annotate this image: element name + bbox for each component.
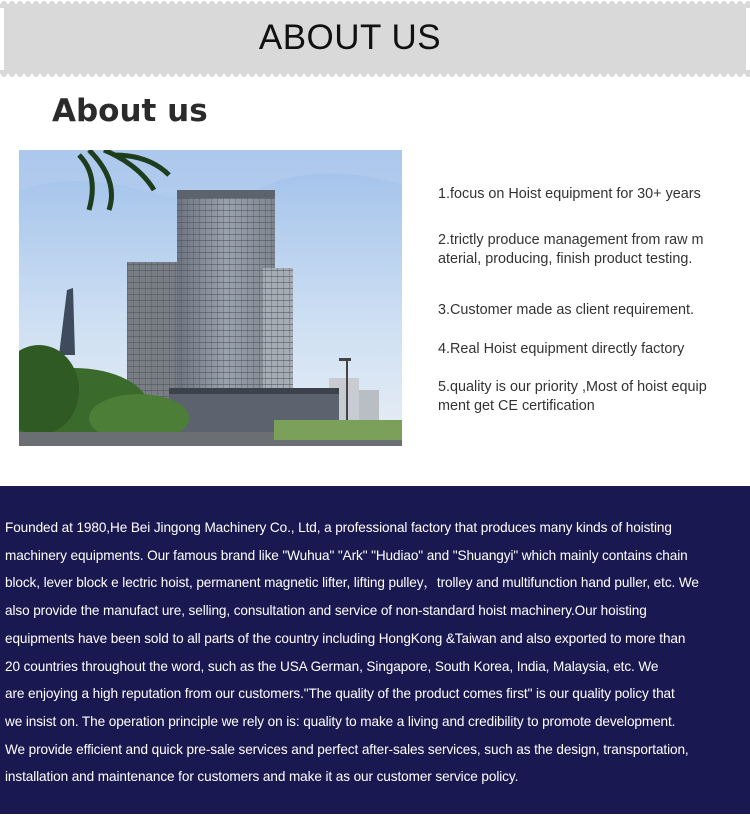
- banner-bottom-scallop: [0, 70, 750, 78]
- banner-title: ABOUT US: [258, 18, 442, 57]
- office-building-photo: [19, 150, 402, 446]
- title-banner: [0, 0, 750, 80]
- highlight-item: 3.Customer made as client requirement.: [438, 302, 694, 318]
- highlight-item: 1.focus on Hoist equipment for 30+ years: [438, 186, 701, 202]
- highlight-item: 4.Real Hoist equipment directly factory: [438, 341, 685, 357]
- company-description-panel: [0, 486, 750, 814]
- highlight-item: 2.trictly produce management from raw m aterial, producing, finish product testing.: [438, 232, 704, 267]
- highlight-item: 5.quality is our priority ,Most of hoist equip ment get CE certification: [438, 379, 707, 414]
- company-description: Founded at 1980,He Bei Jingong Machinery Co., Ltd, a professional factory that produces many kinds of hoisting machinery equipments. Our famous brand like "Wuhua" "Ark" "Hudiao" and "Shuangyi" which mainly contains chain block, lever block e lectric hoist, permanent magnetic lifter, lifting pulley，trolley and multifunction hand puller, etc. We also provide the manufact ure, selling, consultation and service of non-standard hoist machinery.Our hoisting equipments have been sold to all parts of the country including HongKong &Taiwan and also exported to more than 20 countries throughout the word, such as the USA German, Singapore, South Korea, India, Malaysia, etc. We are enjoying a high reputation from our customers."The quality of the product comes first" is our quality policy that we insist on. The operation principle we rely on is: quality to make a living and credibility to promote development. We provide efficient and quick pre-sale services and perfect after-sales services, such as the design, transportation, installation and maintenance for customers and make it as our customer service policy.: [5, 520, 699, 785]
- section-heading: About us: [52, 93, 208, 129]
